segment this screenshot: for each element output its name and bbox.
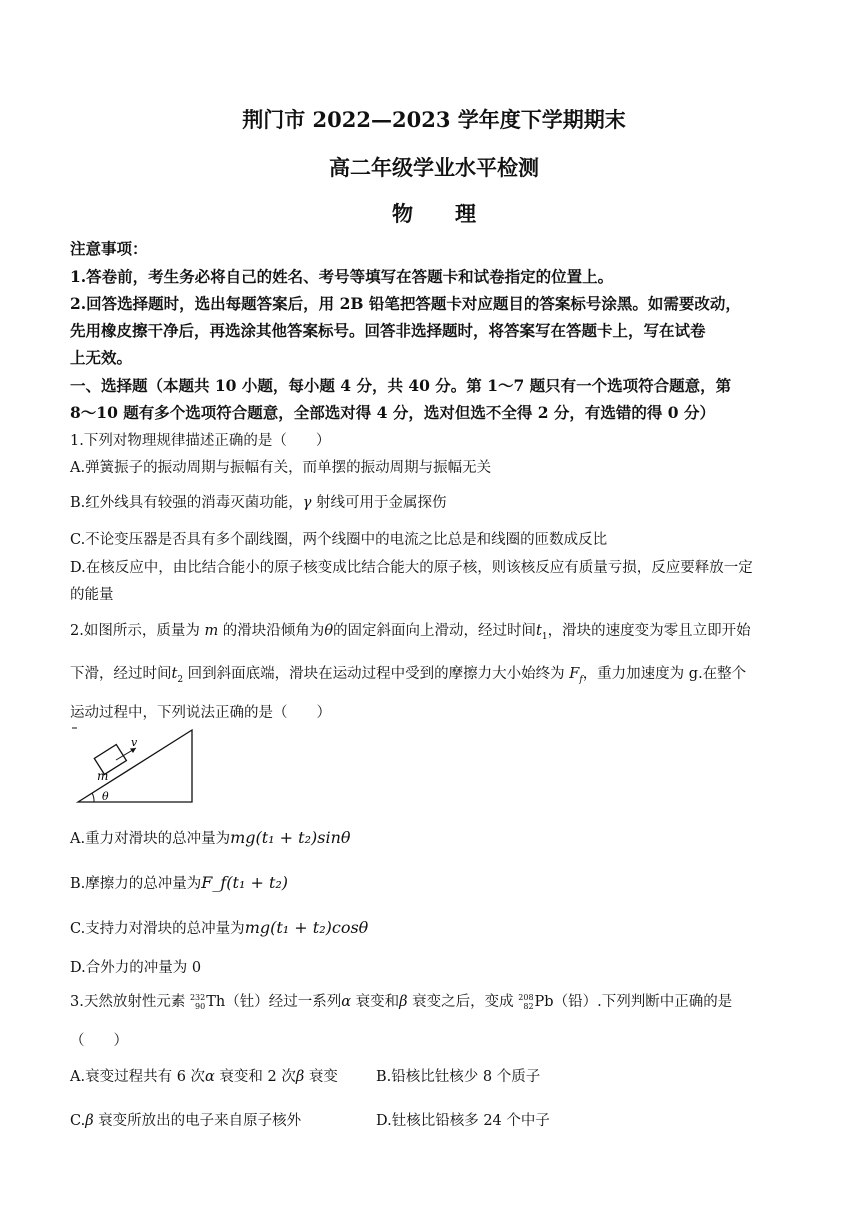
section-heading-b: 8～10 题有多个选项符合题意，全部选对得 4 分，选对但选不全得 2 分，有选错的得 0 分）	[70, 403, 715, 422]
q2-option-c: C.支持力对滑块的总冲量为mg(t₁ + t₂)cosθ	[70, 918, 369, 937]
q3-option-c: C.β 衰变所放出的电子来自原子核外	[70, 1113, 302, 1129]
exam-subtitle: 高二年级学业水平检测	[329, 155, 539, 180]
notes-heading: 注意事项：	[70, 239, 148, 258]
q1-option-d-line1: D.在核反应中，由比结合能小的原子核变成比结合能大的原子核，则该核反应有质量亏损，反应要释放一定	[70, 560, 753, 576]
section-heading-a: 一、选择题（本题共 10 小题，每小题 4 分，共 40 分。第 1～7 题只有一个选项符合题意，第	[70, 376, 732, 395]
notes-item-1: 1.答卷前，考生务必将自己的姓名、考号等填写在答题卡和试卷指定的位置上。	[70, 267, 614, 286]
q1-option-c: C.不论变压器是否具有多个副线圈，两个线圈中的电流之比总是和线圈的匝数成反比	[70, 532, 608, 548]
subject-title: 物 理	[392, 201, 476, 226]
q1-stem: 1.下列对物理规律描述正确的是（ ）	[70, 433, 331, 449]
notes-item-2c: 上无效。	[70, 348, 133, 367]
q3-stem-line2: （ ）	[70, 1033, 128, 1049]
q2-stem-line1: 2.如图所示，质量为 m 的滑块沿倾角为θ的固定斜面向上滑动，经过时间$t_1$，滑块的速度变为零且立即开始	[70, 623, 751, 642]
lead-nuclide: 208 82 Pb	[518, 993, 554, 1011]
angle-label: θ	[102, 790, 109, 803]
q1-option-d-line2: 的能量	[70, 587, 114, 603]
q3-option-b: B.铅核比钍核少 8 个质子	[376, 1069, 541, 1085]
q2-stem-line2: 下滑，经过时间$t_2$ 回到斜面底端，滑块在运动过程中受到的摩擦力大小始终为 $F_f$，重力加速度为 g.在整个	[70, 666, 747, 685]
q1-option-a: A.弹簧振子的振动周期与振幅有关，而单摆的振动周期与振幅无关	[70, 460, 492, 476]
block-label: m	[97, 769, 109, 783]
notes-item-2b: 先用橡皮擦干净后，再选涂其他答案标号。回答非选择题时，将答案写在答题卡上，写在试卷	[70, 321, 706, 340]
thorium-nuclide: 232 90 Th	[189, 993, 226, 1011]
exam-title: 荆门市 2022—2023 学年度下学期期末	[242, 107, 626, 132]
q2-option-b: B.摩擦力的总冲量为F_f(t₁ + t₂)	[70, 873, 289, 892]
velocity-label: v	[131, 736, 138, 749]
q3-stem-line1: 3.天然放射性元素 232 90 Th（钍）经过一系列α 衰变和β 衰变之后，变成 208 82 Pb（铅）.下列判断中正确的是	[70, 993, 733, 1011]
incline-figure	[70, 722, 200, 808]
q2-stem-line3: 运动过程中，下列说法正确的是（ ）	[70, 705, 331, 721]
q2-option-a: A.重力对滑块的总冲量为mg(t₁ + t₂)sinθ	[70, 828, 351, 847]
q3-option-d: D.钍核比铅核多 24 个中子	[376, 1113, 550, 1129]
q1-option-b: B.红外线具有较强的消毒灭菌功能，γ 射线可用于金属探伤	[70, 495, 447, 511]
q3-option-a: A.衰变过程共有 6 次α 衰变和 2 次β 衰变	[70, 1069, 338, 1085]
q2-option-d: D.合外力的冲量为 0	[70, 960, 202, 976]
angle-arc	[92, 793, 94, 802]
notes-item-2a: 2.回答选择题时，选出每题答案后，用 2B 铅笔把答题卡对应题目的答案标号涂黑。如需要改动，	[70, 294, 741, 313]
